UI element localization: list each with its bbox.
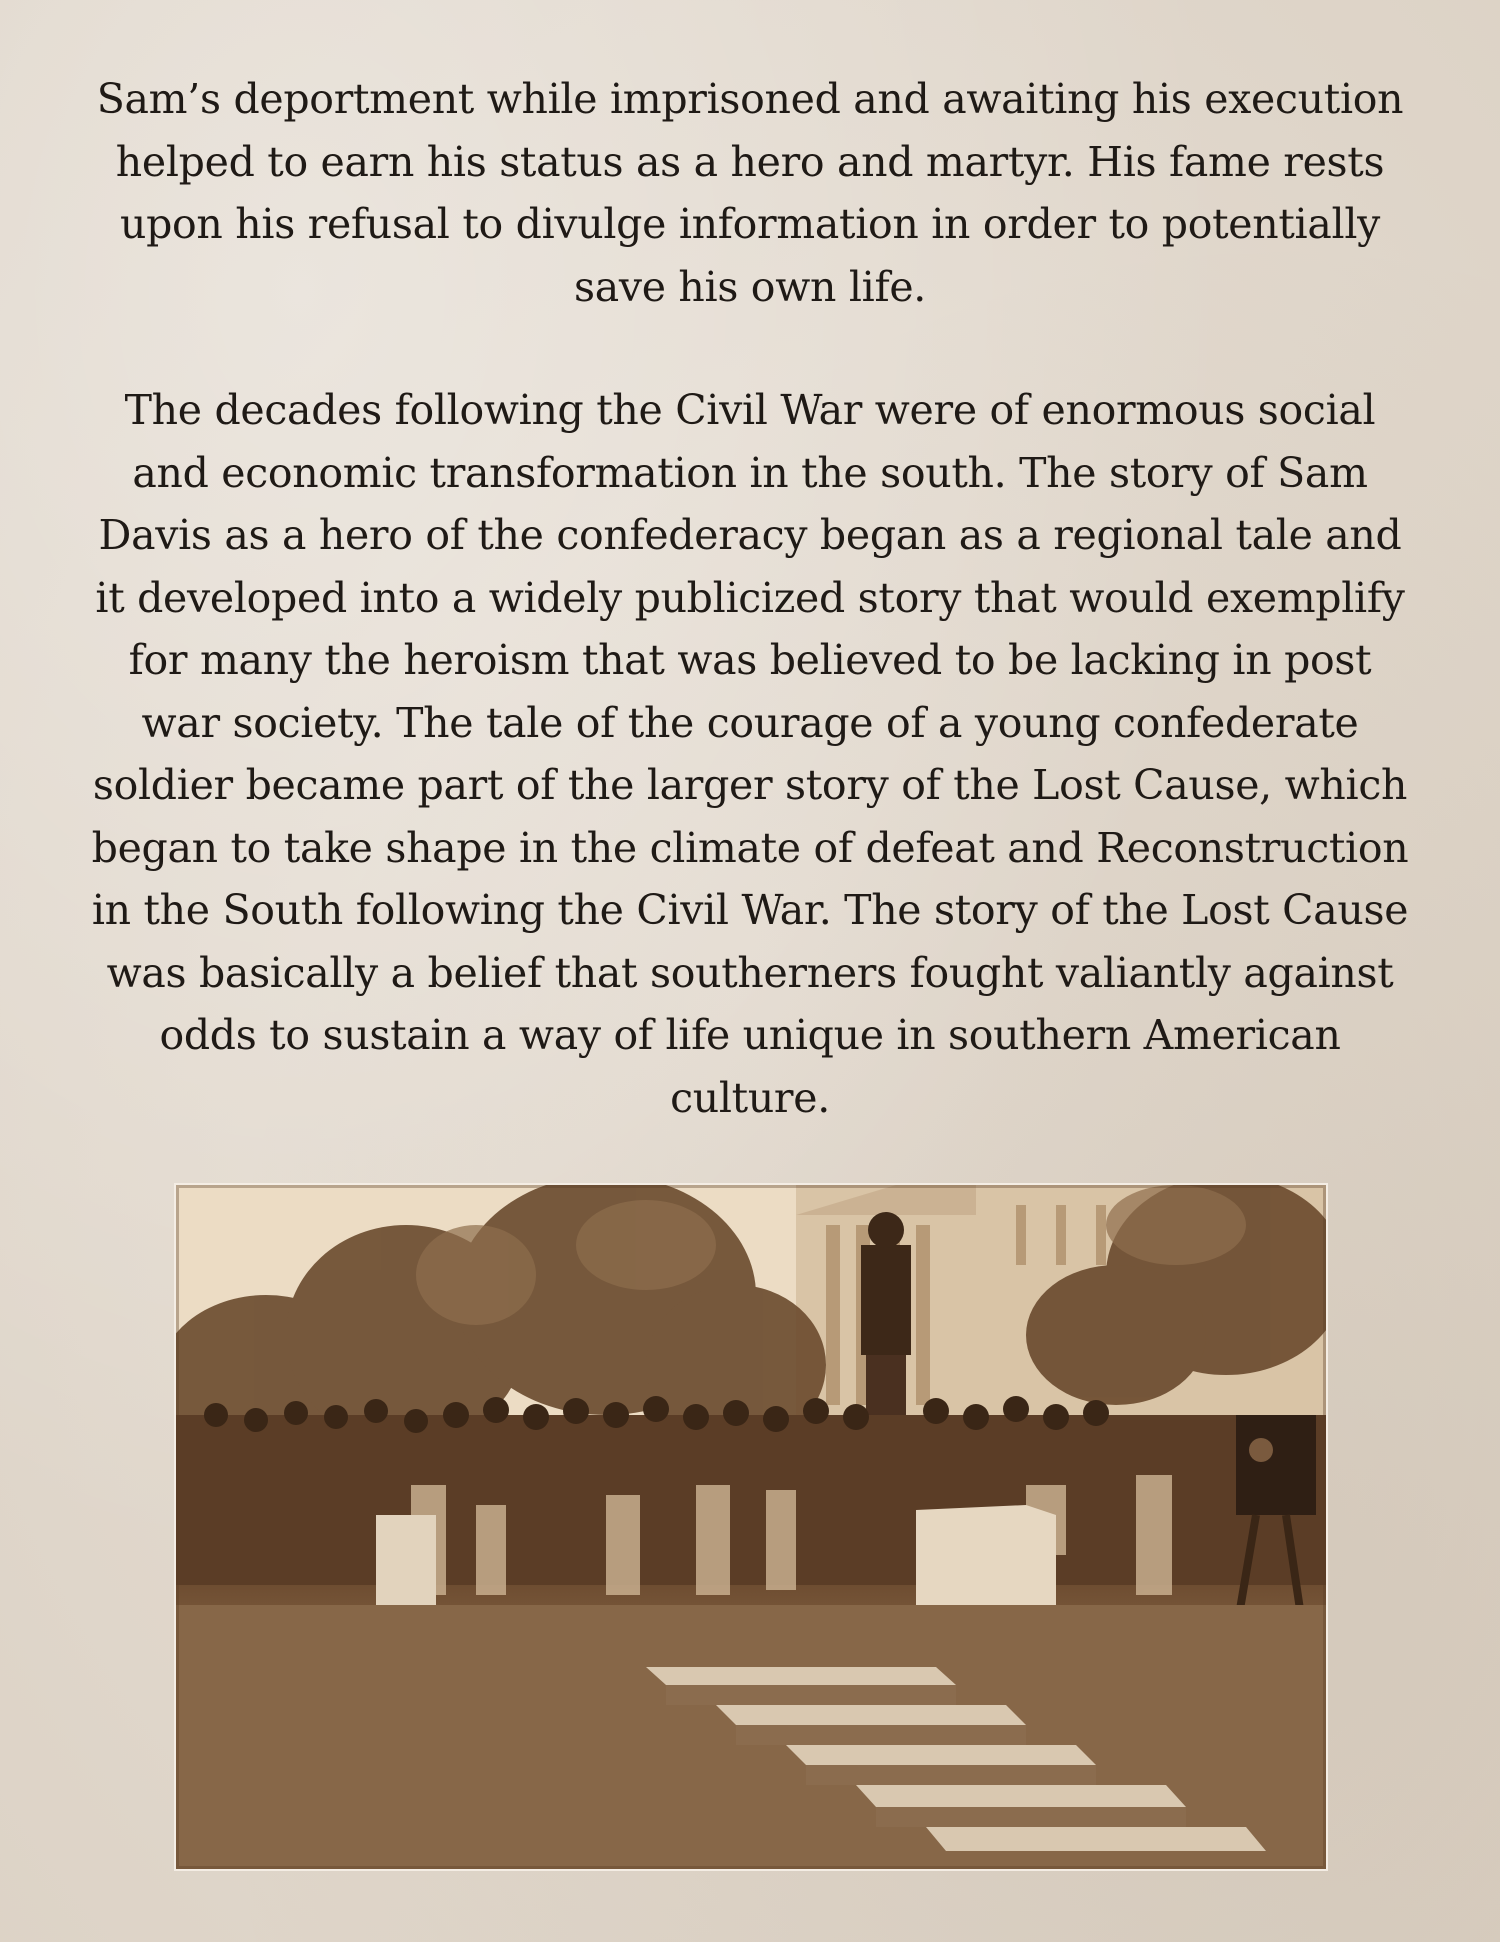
photo-illustration xyxy=(176,1185,1326,1869)
paragraph-deportment: Sam’s deportment while imprisoned and awaiting his execution helped to earn his status as a hero and martyr. His fame rests upon his refusal to divulge information in order to potentially save his own life. xyxy=(96,75,1404,311)
paragraph-lost-cause: The decades following the Civil War were of enormous social and economic transformation in the south. The story of Sam Davis as a hero of the confederacy began as a regional tale and it developed into a widely publicized story that would exemplify for many the heroism that was believed to be lacking in post war society. The tale of the courage of a young confederate soldier became part of the larger story of the Lost Cause, which began to take shape in the climate of defeat and Reconstruction in the South following the Civil War. The story of the Lost Cause was basically a belief that southerners fought valiantly against odds to sustain a way of life unique in southern American culture. xyxy=(91,386,1409,1122)
historic-photo-crowd-at-statue xyxy=(176,1185,1326,1869)
